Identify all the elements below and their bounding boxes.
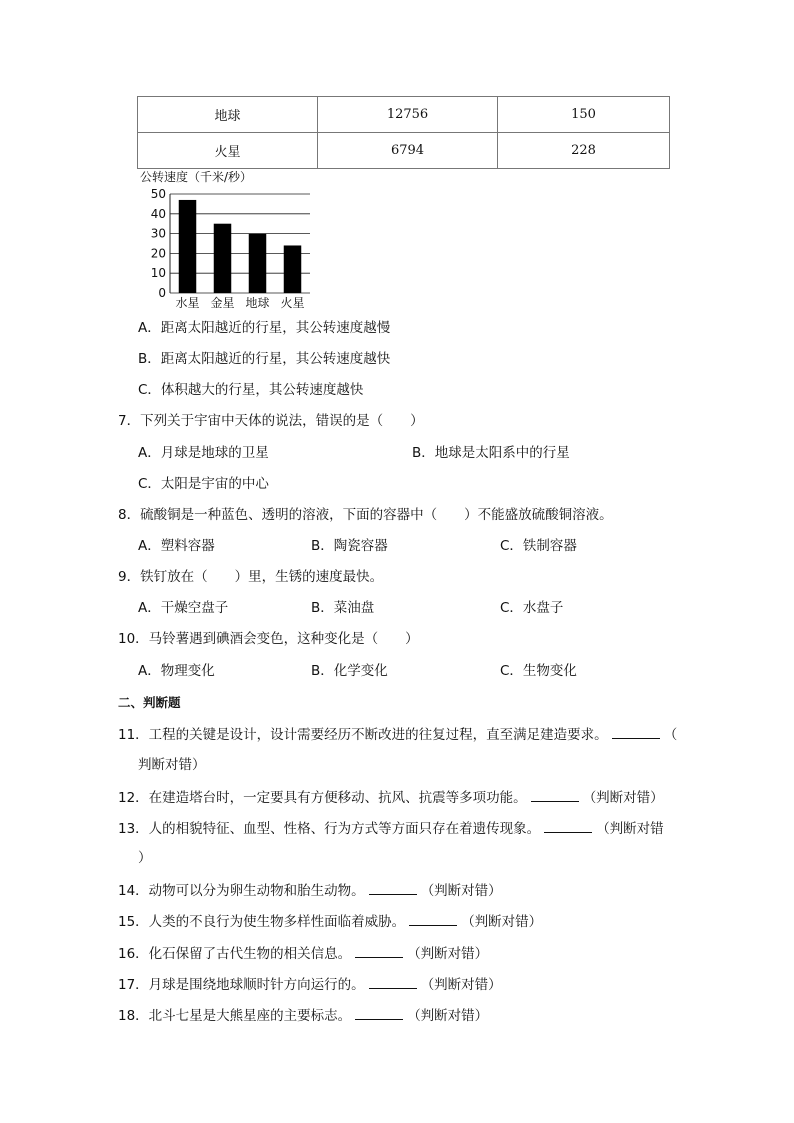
q8-option-c: C．铁制容器 bbox=[500, 538, 577, 554]
planet-distance-cell: 150 bbox=[498, 97, 670, 133]
answer-blank[interactable] bbox=[355, 943, 403, 958]
q11-paren: （ bbox=[663, 727, 678, 743]
q14-text: 14．动物可以分为卵生动物和胎生动物。 bbox=[118, 883, 365, 899]
planet-diameter-cell: 12756 bbox=[318, 97, 498, 133]
y-tick-label: 10 bbox=[150, 266, 166, 281]
q14-suffix: （判断对错） bbox=[420, 883, 502, 899]
answer-blank[interactable] bbox=[544, 818, 592, 833]
q14-statement bbox=[118, 880, 502, 900]
q6-option-a: A．距离太阳越近的行星，其公转速度越慢 bbox=[138, 320, 391, 336]
q9-option-a: A．干燥空盘子 bbox=[138, 600, 229, 616]
orbital-speed-chart bbox=[140, 168, 340, 312]
q11-statement bbox=[118, 724, 677, 744]
x-tick-label: 火星 bbox=[280, 296, 305, 310]
chart-title: 公转速度（千米/秒） bbox=[140, 170, 253, 184]
planet-name-cell: 地球 bbox=[138, 97, 318, 133]
q15-statement bbox=[118, 911, 542, 931]
bar bbox=[214, 224, 232, 293]
q7-option-a: A．月球是地球的卫星 bbox=[138, 445, 269, 461]
q10-option-b: B．化学变化 bbox=[311, 663, 388, 679]
section-heading: 二、判断题 bbox=[118, 695, 181, 710]
y-tick-label: 20 bbox=[150, 246, 166, 261]
q15-suffix: （判断对错） bbox=[461, 914, 543, 930]
x-tick-label: 水星 bbox=[175, 296, 200, 310]
planet-name-cell: 火星 bbox=[138, 133, 318, 169]
q6-option-b: B．距离太阳越近的行星，其公转速度越快 bbox=[138, 351, 391, 367]
q7-option-b: B．地球是太阳系中的行星 bbox=[412, 445, 570, 461]
q13-suffix: （判断对错 bbox=[596, 821, 664, 837]
q18-statement bbox=[118, 1005, 488, 1025]
q8-option-a: A．塑料容器 bbox=[138, 538, 215, 554]
q17-text: 17．月球是围绕地球顺时针方向运行的。 bbox=[118, 977, 365, 993]
y-tick-label: 30 bbox=[150, 226, 166, 241]
bar bbox=[179, 200, 197, 293]
q10-stem: 10．马铃薯遇到碘酒会变色，这种变化是（ ） bbox=[118, 631, 419, 647]
answer-blank[interactable] bbox=[612, 724, 660, 739]
answer-blank[interactable] bbox=[409, 911, 457, 926]
planet-table bbox=[137, 96, 670, 169]
answer-blank[interactable] bbox=[355, 1005, 403, 1020]
q8-option-b: B．陶瓷容器 bbox=[311, 538, 388, 554]
x-tick-label: 地球 bbox=[245, 296, 270, 310]
table-row bbox=[138, 133, 670, 169]
q9-option-c: C．水盘子 bbox=[500, 600, 564, 616]
q9-option-b: B．菜油盘 bbox=[311, 600, 375, 616]
x-tick-label: 金星 bbox=[210, 296, 235, 310]
q6-option-c: C．体积越大的行星，其公转速度越快 bbox=[138, 382, 364, 398]
q11-text: 11．工程的关键是设计，设计需要经历不断改进的往复过程，直至满足建造要求。 bbox=[118, 727, 608, 743]
y-tick-label: 50 bbox=[150, 187, 166, 201]
planet-distance-cell: 228 bbox=[498, 133, 670, 169]
q10-option-c: C．生物变化 bbox=[500, 663, 577, 679]
q15-text: 15．人类的不良行为使生物多样性面临着威胁。 bbox=[118, 914, 406, 930]
q12-statement bbox=[118, 787, 664, 807]
q17-statement bbox=[118, 974, 502, 994]
y-tick-label: 0 bbox=[158, 286, 166, 300]
planet-diameter-cell: 6794 bbox=[318, 133, 498, 169]
answer-blank[interactable] bbox=[369, 880, 417, 895]
answer-blank[interactable] bbox=[531, 787, 579, 802]
q16-statement bbox=[118, 943, 488, 963]
y-tick-label: 40 bbox=[150, 206, 166, 221]
bar bbox=[284, 245, 302, 293]
table-row bbox=[138, 97, 670, 133]
q9-stem: 9．铁钉放在（ ）里，生锈的速度最快。 bbox=[118, 569, 384, 585]
q7-stem: 7．下列关于宇宙中天体的说法，错误的是（ ） bbox=[118, 413, 424, 429]
q13-statement bbox=[118, 818, 664, 838]
answer-blank[interactable] bbox=[369, 974, 417, 989]
q11-continuation: 判断对错） bbox=[138, 757, 206, 773]
q18-text: 18．北斗七星是大熊星座的主要标志。 bbox=[118, 1008, 352, 1024]
q16-suffix: （判断对错） bbox=[407, 946, 489, 962]
q10-option-a: A．物理变化 bbox=[138, 663, 215, 679]
q16-text: 16．化石保留了古代生物的相关信息。 bbox=[118, 946, 352, 962]
q7-option-c: C．太阳是宇宙的中心 bbox=[138, 476, 269, 492]
q18-suffix: （判断对错） bbox=[407, 1008, 489, 1024]
q8-stem: 8．硫酸铜是一种蓝色、透明的溶液，下面的容器中（ ）不能盛放硫酸铜溶液。 bbox=[118, 507, 613, 523]
bar bbox=[249, 234, 267, 293]
q12-suffix: （判断对错） bbox=[582, 790, 664, 806]
q13-text: 13．人的相貌特征、血型、性格、行为方式等方面只存在着遗传现象。 bbox=[118, 821, 541, 837]
q13-continuation: ） bbox=[138, 850, 152, 866]
q12-text: 12．在建造塔台时，一定要具有方便移动、抗风、抗震等多项功能。 bbox=[118, 790, 527, 806]
q17-suffix: （判断对错） bbox=[420, 977, 502, 993]
